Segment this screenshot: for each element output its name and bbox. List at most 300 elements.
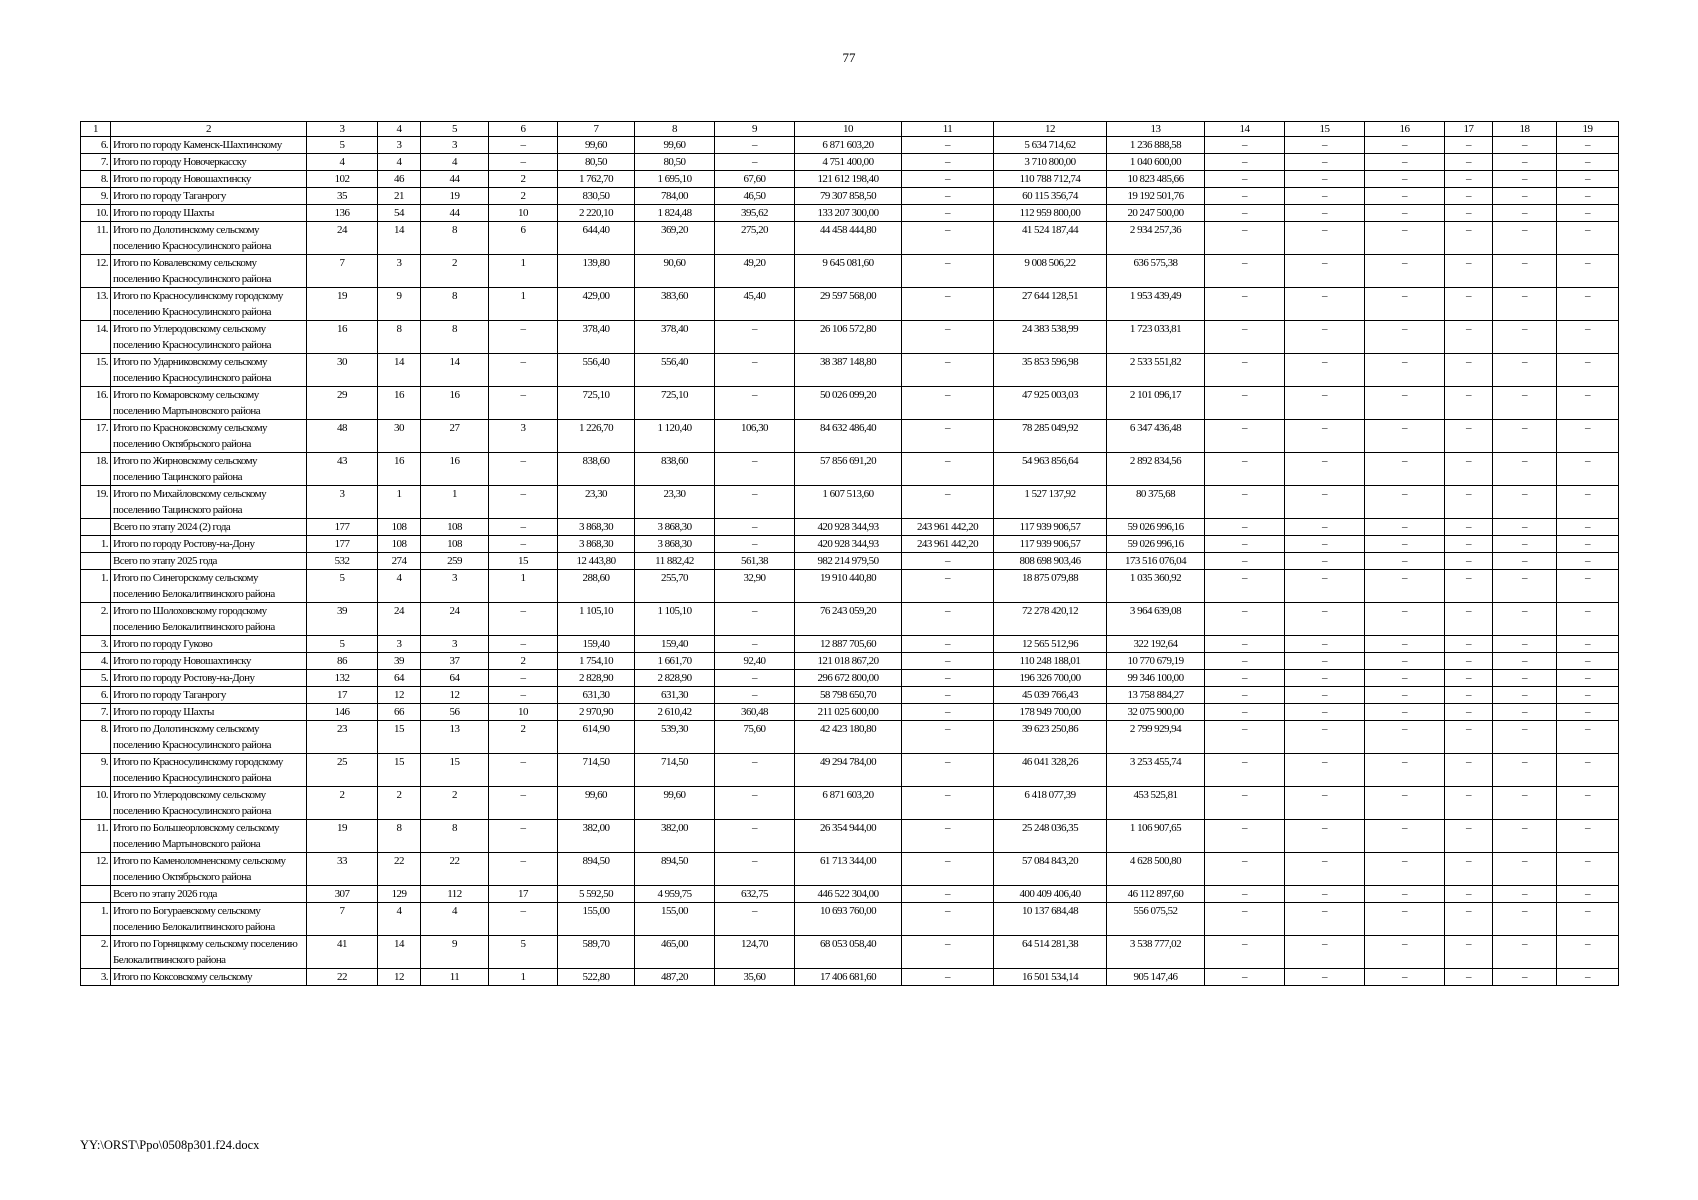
table-cell: – xyxy=(1365,536,1445,553)
table-cell: 12 xyxy=(378,687,421,704)
table-cell: – xyxy=(1285,570,1365,603)
table-cell: 23 xyxy=(307,721,378,754)
table-cell: – xyxy=(1445,453,1493,486)
row-number: 12. xyxy=(81,853,111,886)
table-cell: 19 192 501,76 xyxy=(1107,188,1205,205)
table-cell: 24 xyxy=(421,603,489,636)
table-cell: 26 354 944,00 xyxy=(795,820,902,853)
table-cell: 44 xyxy=(421,205,489,222)
table-cell: 589,70 xyxy=(558,936,635,969)
table-cell: 2 xyxy=(489,721,558,754)
row-number: 1. xyxy=(81,903,111,936)
table-cell: – xyxy=(1285,453,1365,486)
table-cell: 68 053 058,40 xyxy=(795,936,902,969)
table-cell: 30 xyxy=(307,354,378,387)
table-cell: 29 xyxy=(307,387,378,420)
table-cell: 11 xyxy=(421,969,489,986)
table-cell: 3 868,30 xyxy=(558,519,635,536)
table-cell: – xyxy=(902,387,994,420)
table-cell: – xyxy=(1493,222,1557,255)
table-cell: 3 xyxy=(421,137,489,154)
table-cell: – xyxy=(1205,570,1285,603)
table-row xyxy=(81,754,1619,787)
table-cell: 43 xyxy=(307,453,378,486)
table-cell: 6 871 603,20 xyxy=(795,137,902,154)
table-cell: 48 xyxy=(307,420,378,453)
table-cell: 27 xyxy=(421,420,489,453)
table-cell: – xyxy=(715,354,795,387)
table-cell: 4 xyxy=(378,570,421,603)
table-cell: 121 018 867,20 xyxy=(795,653,902,670)
table-cell: – xyxy=(1493,820,1557,853)
table-cell: – xyxy=(1285,171,1365,188)
table-cell: – xyxy=(1493,570,1557,603)
row-label: Итого по Красносулинскому городскому поселению Красносулинского района xyxy=(111,288,307,321)
table-cell: – xyxy=(1285,420,1365,453)
table-row xyxy=(81,205,1619,222)
table-row xyxy=(81,936,1619,969)
row-number: 11. xyxy=(81,820,111,853)
table-cell: – xyxy=(1445,486,1493,519)
table-cell: 211 025 600,00 xyxy=(795,704,902,721)
table-cell: 894,50 xyxy=(635,853,715,886)
table-cell: 4 959,75 xyxy=(635,886,715,903)
table-cell: 78 285 049,92 xyxy=(994,420,1107,453)
table-cell: – xyxy=(1557,137,1619,154)
table-cell: – xyxy=(1205,886,1285,903)
table-cell: – xyxy=(1285,321,1365,354)
table-cell: – xyxy=(1365,820,1445,853)
table-cell: – xyxy=(902,354,994,387)
table-cell: 296 672 800,00 xyxy=(795,670,902,687)
table-cell: 112 959 800,00 xyxy=(994,205,1107,222)
table-row xyxy=(81,704,1619,721)
table-cell: 59 026 996,16 xyxy=(1107,536,1205,553)
table-cell: 159,40 xyxy=(558,636,635,653)
table-cell: – xyxy=(1205,553,1285,570)
table-cell: – xyxy=(1445,553,1493,570)
column-header: 8 xyxy=(635,122,715,137)
table-cell: – xyxy=(1493,754,1557,787)
table-row xyxy=(81,787,1619,820)
row-label: Итого по Горняцкому сельскому поселению Белокалитвинского района xyxy=(111,936,307,969)
table-cell: – xyxy=(902,420,994,453)
row-number: 7. xyxy=(81,154,111,171)
table-cell: 3 xyxy=(421,570,489,603)
table-row xyxy=(81,519,1619,536)
table-cell: 6 347 436,48 xyxy=(1107,420,1205,453)
table-cell: 3 xyxy=(378,137,421,154)
row-number xyxy=(81,519,111,536)
table-cell: 27 644 128,51 xyxy=(994,288,1107,321)
table-cell: – xyxy=(1557,820,1619,853)
row-label: Всего по этапу 2024 (2) года xyxy=(111,519,307,536)
table-cell: 243 961 442,20 xyxy=(902,519,994,536)
table-cell: – xyxy=(902,288,994,321)
row-label: Итого по Углеродовскому сельскому поселению Красносулинского района xyxy=(111,321,307,354)
table-cell: – xyxy=(1445,936,1493,969)
table-cell: – xyxy=(1557,519,1619,536)
table-cell: – xyxy=(489,787,558,820)
table-cell: – xyxy=(1557,603,1619,636)
table-cell: – xyxy=(715,453,795,486)
table-cell: 5 xyxy=(307,137,378,154)
table-cell: 10 693 760,00 xyxy=(795,903,902,936)
table-cell: 54 963 856,64 xyxy=(994,453,1107,486)
table-cell: – xyxy=(489,137,558,154)
table-cell: 5 xyxy=(489,936,558,969)
table-cell: – xyxy=(1365,670,1445,687)
table-cell: 10 770 679,19 xyxy=(1107,653,1205,670)
table-row xyxy=(81,486,1619,519)
table-cell: 19 910 440,80 xyxy=(795,570,902,603)
table-cell: – xyxy=(1557,486,1619,519)
table-cell: – xyxy=(1557,754,1619,787)
table-cell: 14 xyxy=(421,354,489,387)
table-cell: 3 xyxy=(421,636,489,653)
table-cell: 99,60 xyxy=(558,787,635,820)
table-cell: 50 026 099,20 xyxy=(795,387,902,420)
table-cell: 38 387 148,80 xyxy=(795,354,902,387)
table-cell: 39 623 250,86 xyxy=(994,721,1107,754)
table-cell: 13 758 884,27 xyxy=(1107,687,1205,704)
table-cell: – xyxy=(1557,288,1619,321)
table-cell: – xyxy=(489,354,558,387)
table-cell: – xyxy=(1205,222,1285,255)
table-cell: – xyxy=(1445,853,1493,886)
table-cell: 8 xyxy=(421,321,489,354)
row-label: Итого по Коксовскому сельскому xyxy=(111,969,307,986)
table-cell: 8 xyxy=(378,820,421,853)
table-cell: – xyxy=(1285,820,1365,853)
table-cell: 2 828,90 xyxy=(558,670,635,687)
column-header: 18 xyxy=(1493,122,1557,137)
table-cell: 39 xyxy=(307,603,378,636)
table-cell: 59 026 996,16 xyxy=(1107,519,1205,536)
table-cell: 2 xyxy=(489,653,558,670)
table-cell: 22 xyxy=(307,969,378,986)
table-row xyxy=(81,387,1619,420)
table-cell: – xyxy=(1493,636,1557,653)
table-cell: 3 xyxy=(307,486,378,519)
table-cell: 22 xyxy=(421,853,489,886)
table-row xyxy=(81,670,1619,687)
table-cell: 106,30 xyxy=(715,420,795,453)
table-cell: 307 xyxy=(307,886,378,903)
table-cell: 2 xyxy=(489,171,558,188)
table-cell: 838,60 xyxy=(635,453,715,486)
table-cell: 15 xyxy=(378,721,421,754)
table-cell: 2 xyxy=(378,787,421,820)
table-row xyxy=(81,171,1619,188)
table-row xyxy=(81,137,1619,154)
table-cell: 1 040 600,00 xyxy=(1107,154,1205,171)
row-label: Итого по Долотинскому сельскому поселению Красносулинского района xyxy=(111,721,307,754)
table-cell: – xyxy=(1365,171,1445,188)
table-cell: 25 xyxy=(307,754,378,787)
table-cell: – xyxy=(1365,321,1445,354)
table-cell: 556 075,52 xyxy=(1107,903,1205,936)
table-cell: – xyxy=(1557,205,1619,222)
table-cell: 275,20 xyxy=(715,222,795,255)
table-cell: 19 xyxy=(307,288,378,321)
table-cell: 395,62 xyxy=(715,205,795,222)
table-cell: – xyxy=(1205,205,1285,222)
table-cell: 2 533 551,82 xyxy=(1107,354,1205,387)
table-cell: – xyxy=(1445,171,1493,188)
table-cell: – xyxy=(1493,154,1557,171)
table-cell: 2 xyxy=(421,255,489,288)
table-cell: – xyxy=(1493,486,1557,519)
table-cell: 102 xyxy=(307,171,378,188)
table-cell: 1 754,10 xyxy=(558,653,635,670)
table-cell: 2 xyxy=(421,787,489,820)
table-cell: 714,50 xyxy=(558,754,635,787)
row-number: 16. xyxy=(81,387,111,420)
table-cell: 15 xyxy=(421,754,489,787)
table-row xyxy=(81,536,1619,553)
table-cell: 66 xyxy=(378,704,421,721)
row-number: 3. xyxy=(81,636,111,653)
table-cell: 1 527 137,92 xyxy=(994,486,1107,519)
table-cell: – xyxy=(1365,288,1445,321)
column-header: 5 xyxy=(421,122,489,137)
table-cell: – xyxy=(1205,486,1285,519)
table-cell: 110 788 712,74 xyxy=(994,171,1107,188)
table-cell: 24 383 538,99 xyxy=(994,321,1107,354)
table-cell: 2 220,10 xyxy=(558,205,635,222)
table-cell: 10 137 684,48 xyxy=(994,903,1107,936)
table-cell: – xyxy=(902,754,994,787)
table-cell: – xyxy=(1445,321,1493,354)
table-cell: 360,48 xyxy=(715,704,795,721)
table-cell: – xyxy=(1493,936,1557,969)
table-cell: 99,60 xyxy=(558,137,635,154)
table-cell: – xyxy=(489,636,558,653)
table-cell: – xyxy=(715,321,795,354)
table-cell: – xyxy=(902,205,994,222)
table-cell: 322 192,64 xyxy=(1107,636,1205,653)
table-cell: – xyxy=(1445,903,1493,936)
table-cell: 1 607 513,60 xyxy=(795,486,902,519)
row-label: Итого по городу Новочеркасску xyxy=(111,154,307,171)
table-cell: 16 501 534,14 xyxy=(994,969,1107,986)
table-cell: – xyxy=(1445,420,1493,453)
table-cell: 632,75 xyxy=(715,886,795,903)
table-cell: – xyxy=(715,903,795,936)
table-cell: 57 084 843,20 xyxy=(994,853,1107,886)
table-cell: 2 970,90 xyxy=(558,704,635,721)
table-cell: 173 516 076,04 xyxy=(1107,553,1205,570)
table-cell: – xyxy=(1205,903,1285,936)
table-cell: 3 253 455,74 xyxy=(1107,754,1205,787)
table-row xyxy=(81,603,1619,636)
table-cell: – xyxy=(1285,519,1365,536)
table-cell: 556,40 xyxy=(558,354,635,387)
table-cell: 7 xyxy=(307,255,378,288)
table-cell: – xyxy=(1493,420,1557,453)
row-label: Итого по городу Таганрогу xyxy=(111,188,307,205)
table-cell: 1 xyxy=(489,570,558,603)
table-cell: – xyxy=(1557,453,1619,486)
table-cell: – xyxy=(489,754,558,787)
table-cell: – xyxy=(1205,653,1285,670)
table-cell: – xyxy=(1445,222,1493,255)
table-cell: – xyxy=(1557,387,1619,420)
table-cell: 47 925 003,03 xyxy=(994,387,1107,420)
table-cell: – xyxy=(1557,636,1619,653)
table-cell: 46 112 897,60 xyxy=(1107,886,1205,903)
table-cell: 64 xyxy=(378,670,421,687)
table-cell: – xyxy=(1557,653,1619,670)
table-cell: – xyxy=(1285,255,1365,288)
table-row xyxy=(81,721,1619,754)
table-cell: – xyxy=(1285,787,1365,820)
page-number: 77 xyxy=(842,50,856,65)
table-cell: – xyxy=(1365,486,1445,519)
row-number: 1. xyxy=(81,570,111,603)
column-header: 4 xyxy=(378,122,421,137)
table-cell: – xyxy=(1493,553,1557,570)
table-cell: – xyxy=(902,936,994,969)
row-label: Итого по Жирновскому сельскому поселению Тацинского района xyxy=(111,453,307,486)
table-cell: 487,20 xyxy=(635,969,715,986)
row-number: 9. xyxy=(81,754,111,787)
row-label: Итого по Красносулинскому городскому поселению Красносулинского района xyxy=(111,754,307,787)
table-cell: 631,30 xyxy=(558,687,635,704)
table-cell: 3 868,30 xyxy=(635,536,715,553)
table-cell: – xyxy=(902,853,994,886)
table-cell: – xyxy=(1445,636,1493,653)
table-cell: – xyxy=(1205,704,1285,721)
table-row xyxy=(81,570,1619,603)
table-cell: – xyxy=(489,486,558,519)
table-cell: 614,90 xyxy=(558,721,635,754)
table-cell: 117 939 906,57 xyxy=(994,536,1107,553)
row-number: 8. xyxy=(81,171,111,188)
table-cell: – xyxy=(1493,453,1557,486)
table-cell: 9 xyxy=(421,936,489,969)
table-cell: 378,40 xyxy=(558,321,635,354)
table-cell: – xyxy=(1285,205,1365,222)
table-cell: – xyxy=(1205,453,1285,486)
table-row xyxy=(81,188,1619,205)
table-cell: 108 xyxy=(378,519,421,536)
row-label: Итого по городу Новошахтинску xyxy=(111,653,307,670)
table-cell: 32 075 900,00 xyxy=(1107,704,1205,721)
table-cell: 830,50 xyxy=(558,188,635,205)
row-number: 4. xyxy=(81,653,111,670)
table-cell: 255,70 xyxy=(635,570,715,603)
table-cell: – xyxy=(1205,255,1285,288)
table-cell: – xyxy=(902,886,994,903)
table-cell: – xyxy=(1365,570,1445,603)
table-cell: – xyxy=(902,787,994,820)
table-cell: 32,90 xyxy=(715,570,795,603)
table-cell: 808 698 903,46 xyxy=(994,553,1107,570)
table-cell: 1 661,70 xyxy=(635,653,715,670)
table-cell: – xyxy=(1493,653,1557,670)
table-cell: 16 xyxy=(378,453,421,486)
table-cell: – xyxy=(1365,653,1445,670)
table-cell: – xyxy=(1445,787,1493,820)
table-cell: 45 039 766,43 xyxy=(994,687,1107,704)
row-label: Итого по Красноковскому сельскому поселению Октябрьского района xyxy=(111,420,307,453)
table-cell: 30 xyxy=(378,420,421,453)
table-cell: – xyxy=(1365,553,1445,570)
table-cell: 838,60 xyxy=(558,453,635,486)
table-cell: – xyxy=(1205,853,1285,886)
table-cell: 80,50 xyxy=(635,154,715,171)
table-cell: 19 xyxy=(307,820,378,853)
table-cell: 19 xyxy=(421,188,489,205)
table-row xyxy=(81,321,1619,354)
table-cell: 8 xyxy=(421,222,489,255)
table-cell: 4 751 400,00 xyxy=(795,154,902,171)
table-cell: 84 632 486,40 xyxy=(795,420,902,453)
row-label: Итого по Ударниковскому сельскому поселению Красносулинского района xyxy=(111,354,307,387)
table-cell: 10 xyxy=(489,704,558,721)
table-cell: – xyxy=(1365,222,1445,255)
table-cell: 9 645 081,60 xyxy=(795,255,902,288)
table-cell: 159,40 xyxy=(635,636,715,653)
table-cell: – xyxy=(1557,255,1619,288)
table-cell: 16 xyxy=(421,387,489,420)
table-cell: 5 xyxy=(307,636,378,653)
table-cell: 16 xyxy=(421,453,489,486)
table-cell: 25 248 036,35 xyxy=(994,820,1107,853)
table-row xyxy=(81,886,1619,903)
table-cell: 4 xyxy=(421,154,489,171)
table-cell: 894,50 xyxy=(558,853,635,886)
table-cell: – xyxy=(1557,188,1619,205)
table-cell: – xyxy=(1493,205,1557,222)
table-cell: 121 612 198,40 xyxy=(795,171,902,188)
row-number: 18. xyxy=(81,453,111,486)
row-number: 9. xyxy=(81,188,111,205)
table-cell: – xyxy=(489,603,558,636)
table-cell: 3 868,30 xyxy=(635,519,715,536)
table-cell: 8 xyxy=(378,321,421,354)
table-cell: 45,40 xyxy=(715,288,795,321)
table-cell: 7 xyxy=(307,903,378,936)
table-cell: 41 xyxy=(307,936,378,969)
table-row xyxy=(81,653,1619,670)
table-cell: 465,00 xyxy=(635,936,715,969)
row-number: 1. xyxy=(81,536,111,553)
row-label: Итого по Углеродовскому сельскому поселению Красносулинского района xyxy=(111,787,307,820)
table-cell: – xyxy=(1493,787,1557,820)
column-header: 19 xyxy=(1557,122,1619,137)
table-cell: 90,60 xyxy=(635,255,715,288)
table-cell: 453 525,81 xyxy=(1107,787,1205,820)
table-cell: 99,60 xyxy=(635,787,715,820)
table-cell: – xyxy=(1365,903,1445,936)
table-cell: – xyxy=(1493,255,1557,288)
table-cell: – xyxy=(1557,687,1619,704)
table-cell: 44 458 444,80 xyxy=(795,222,902,255)
table-cell: – xyxy=(1285,636,1365,653)
table-cell: – xyxy=(1205,636,1285,653)
table-row xyxy=(81,453,1619,486)
table-cell: – xyxy=(489,820,558,853)
table-cell: 10 823 485,66 xyxy=(1107,171,1205,188)
table-cell: – xyxy=(1365,154,1445,171)
table-cell: 72 278 420,12 xyxy=(994,603,1107,636)
table-cell: 80,50 xyxy=(558,154,635,171)
table-cell: – xyxy=(1365,754,1445,787)
table-cell: – xyxy=(489,453,558,486)
